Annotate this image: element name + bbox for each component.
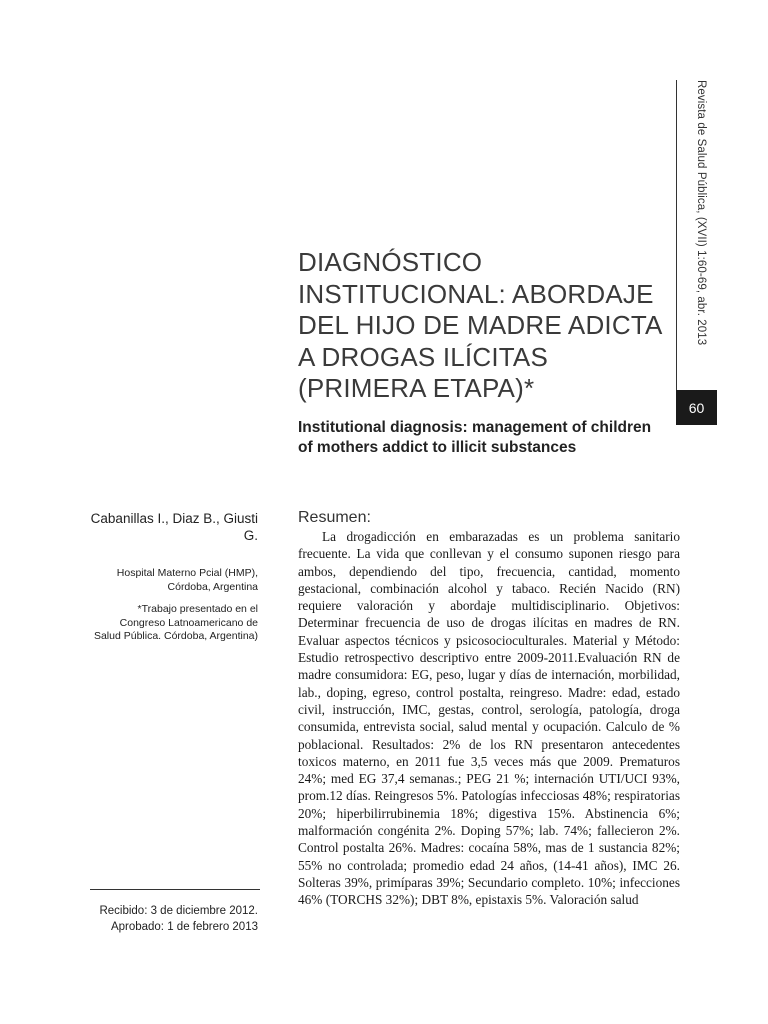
authors: Cabanillas I., Diaz B., Giusti G.	[90, 511, 258, 543]
received-accepted-dates: Recibido: 3 de diciembre 2012. Aprobado: 1 de febrero 2013	[99, 905, 258, 933]
running-head: Revista de Salud Pública, (XVII) 1:60-69, abr. 2013	[695, 80, 707, 346]
sidebar-divider	[90, 889, 260, 890]
footnote: *Trabajo presentado en el Congreso Latnoamericano de Salud Pública. Córdoba, Argentina)	[93, 603, 258, 642]
page-number: 60	[676, 390, 717, 425]
vertical-divider	[676, 80, 677, 390]
affiliation: Hospital Materno Pcial (HMP), Córdoba, Argentina	[116, 567, 258, 593]
article-title: DIAGNÓSTICO INSTITUCIONAL: ABORDAJE DEL HIJO DE MADRE ADICTA A DROGAS ILÍCITAS (PRIMERA ETAPA)*	[298, 247, 662, 403]
abstract-body: La drogadicción en embarazadas es un problema sanitario frecuente. La vida que conllevan y el consumo suponen riesgo para ambos, dependiendo del tipo, frecuencia, cantidad, momento gestacional, combinación alcohol y tabaco. Recién Nacido (RN) requiere valoración y abordaje multidisciplinario. Objetivos: Determinar frecuencia de uso de drogas ilícitas en madres de RN. Evaluar aspectos técnicos y psicosocioculturales. Material y Método: Estudio retrospectivo descriptivo entre 2009-2011.Evaluación RN de madre consumidora: EG, peso, lugar y días de internación, morbilidad, lab., doping, egreso, control postalta, reingreso. Madre: edad, estado civil, instrucción, IMC, gestas, control, serología, patología, droga consumida, entrevista social, salud mental y ocupación. Calculo de % poblacional. Resultados: 2% de los RN presentaron antecedentes toxicos materno, en 2011 fue 3,5 veces más que 2009. Prematuros 24%; med EG 37,4 semanas.; PEG 21 %; internación UTI/UCI 93%, prom.12 días. Reingresos 5%. Patologías infecciosas 48%; respiratorias 20%; hiperbilirrubinemia 18%; digestiva 15%. Abstinencia 6%; malformación congénita 2%. Doping 57%; lab. 74%; fallecieron 2%. Control postalta 26%. Madres: cocaína 58%, mas de 1 sustancia 82%; 55% no controlada; promedio edad 24 años, (14-41 años), IMC 26. Solteras 39%, primíparas 39%; Secundario completo. 10%; infecciones 46% (TORCHS 32%); DBT 8%, epistaxis 5%. Valoración salud	[298, 529, 680, 908]
abstract-heading: Resumen:	[298, 509, 371, 526]
article-subtitle: Institutional diagnosis: management of children of mothers addict to illicit substances	[298, 419, 652, 456]
